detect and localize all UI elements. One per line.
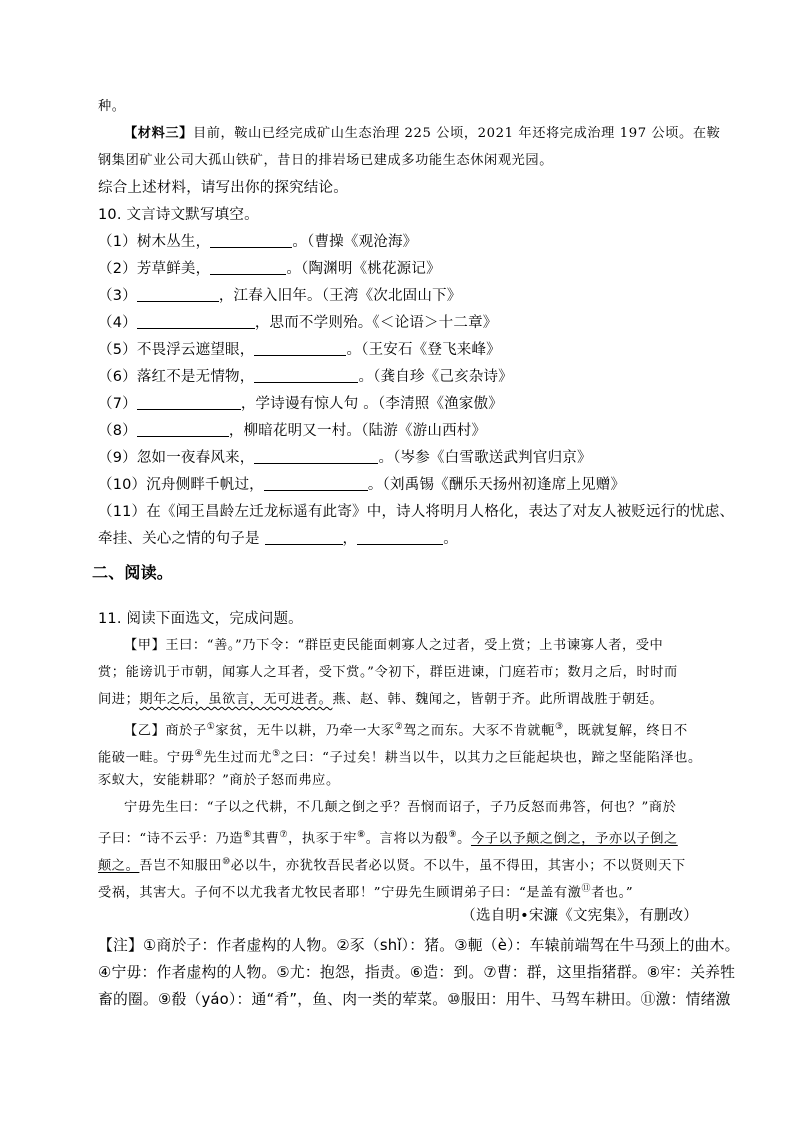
answer-blank[interactable] [210,233,292,248]
source-citation: （选自明•宋濂《文宪集》，有删改） [461,908,698,924]
fill-item-6: （6）落红不是无情物， 。（龚自珍《己亥杂诗》 [98,369,513,385]
annotation-line: 【注】①商於子：作者虚构的人物。②豕（shǐ）：猪。③軛（è）：车辕前端驾在牛马颈上的曲木。 [98,937,740,954]
material-three-line: 【材料三】目前，鞍山已经完成矿山生态治理 225 公顷，2021 年还将完成治理 197 公顷。在鞍 [124,126,721,141]
fill-item-4: （4） ，思而不学则殆。《＜论语＞十二章》 [98,315,498,331]
fill-item-11-cont: 牵挂、关心之情的句子是 ， 。 [98,531,458,547]
text-line: 钢集团矿业公司大孤山铁矿，昔日的排岩场已建成多功能生态休闲观光园。 [98,153,553,168]
answer-blank[interactable] [137,287,219,302]
text-line: 种。 [98,99,126,114]
passage-yi-line: 宁毋先生曰：“子以之代耕，不几颠之倒之乎？吾悯而诏子，子乃反怒而弗答，何也？”商於 [124,800,677,815]
answer-blank[interactable] [264,476,368,491]
passage-jia-line: 赏；能谤讥于市朝，闻寡人之耳者，受下赏。”令初下，群臣进谏，门庭若市；数月之后，时时而 [98,665,678,680]
answer-blank[interactable] [265,530,343,545]
answer-blank[interactable] [137,395,241,410]
passage-yi-line: 豕蚁大，安能耕耶？”商於子怒而弗应。 [98,773,340,788]
material-tag: 【材料三】 [124,126,193,141]
answer-blank[interactable] [254,341,346,356]
underlined-sentence: 今子以予颠之倒之，予亦以子倒之 [470,831,678,847]
fill-item-1: （1）树木丛生， 。（曹操《观沧海》 [98,234,418,250]
annotation-line: ④宁毋：作者虚构的人物。⑤尤：抱怨，指责。⑥造：到。⑦曹：群，这里指猪群。⑧牢：关养牲 [98,964,736,981]
section-heading: 二、阅读。 [92,563,174,582]
answer-blank[interactable] [210,260,286,275]
passage-yi-line: 颠之。吾岂不知服田⑩必以牛，亦犹牧吾民者必以贤。不以牛，虽不得田，其害小；不以贤则天下 [98,857,686,874]
passage-yi-line: 能破一畦。宁毋④先生过而尤⑤之曰：“子过矣！耕当以牛，以其力之巨能起块也，蹄之坚能陷泽也。 [98,749,702,766]
fill-item-9: （9）忽如一夜春风来， 。（岑参《白雪歌送武判官归京》 [98,450,592,466]
passage-jia-line: 【甲】王曰：“善。”乃下令：“群臣吏民能面刺寡人之过者，受上赏；上书谏寡人者，受中 [124,638,664,653]
answer-blank[interactable] [137,314,255,329]
underlined-sentence: 颠之。 [98,858,140,874]
passage-yi-line: 【乙】商於子①家贫，无牛以耕，乃牵一大豕②驾之而东。大豕不肯就軛③，既就复解，终日不 [124,722,688,739]
fill-item-10: （10）沉舟侧畔千帆过， 。（刘禹锡《酬乐天扬州初逢席上见赠》 [98,477,626,493]
fill-item-3: （3） ，江春入旧年。（王湾《次北固山下》 [98,288,462,304]
fill-item-8: （8） ，柳暗花明又一村。（陆游《游山西村》 [98,423,487,439]
answer-blank[interactable] [254,449,378,464]
question-prompt: 综合上述材料，请写出你的探究结论。 [98,180,348,196]
wavy-underlined-sentence: 期年之后，虽欲言，无可进者。 [139,692,333,707]
fill-item-11: （11）在《闻王昌龄左迁龙标遥有此寄》中，诗人将明月人格化，表达了对友人被贬远行的忧虑、 [98,504,735,520]
passage-yi-line: 子曰：“诗不云乎：乃造⑥其曹⑦，执豕于牢⑧。言将以为殽⑨。今子以予颠之倒之，予亦以子倒之 [98,830,678,847]
fill-item-2: （2）芳草鲜美， 。（陶渊明《桃花源记》 [98,261,441,277]
question-11-title: 11. 阅读下面选文，完成问题。 [98,611,303,627]
annotation-line: 畜的圈。⑨殽（yáo）：通“肴”，鱼、肉一类的荤菜。⑩服田：用牛、马驾车耕田。⑪激：情绪激 [98,991,731,1008]
answer-blank[interactable] [357,530,443,545]
passage-jia-line: 间进；期年之后，虽欲言，无可进者。燕、赵、韩、魏闻之，皆朝于齐。此所谓战胜于朝廷。 [98,692,664,707]
answer-blank[interactable] [254,368,358,383]
fill-item-5: （5）不畏浮云遮望眼， 。（王安石《登飞来峰》 [98,342,501,358]
passage-yi-line: 受祸，其害大。子何不以尤我者尤牧民者耶！”宁毋先生顾谓弟子曰：“是盖有激⑪者也。” [98,884,634,901]
question-10-title: 10. 文言诗文默写填空。 [98,207,259,223]
answer-blank[interactable] [137,422,229,437]
fill-item-7: （7） ，学诗谩有惊人句 。（李清照《渔家傲》 [98,396,503,412]
